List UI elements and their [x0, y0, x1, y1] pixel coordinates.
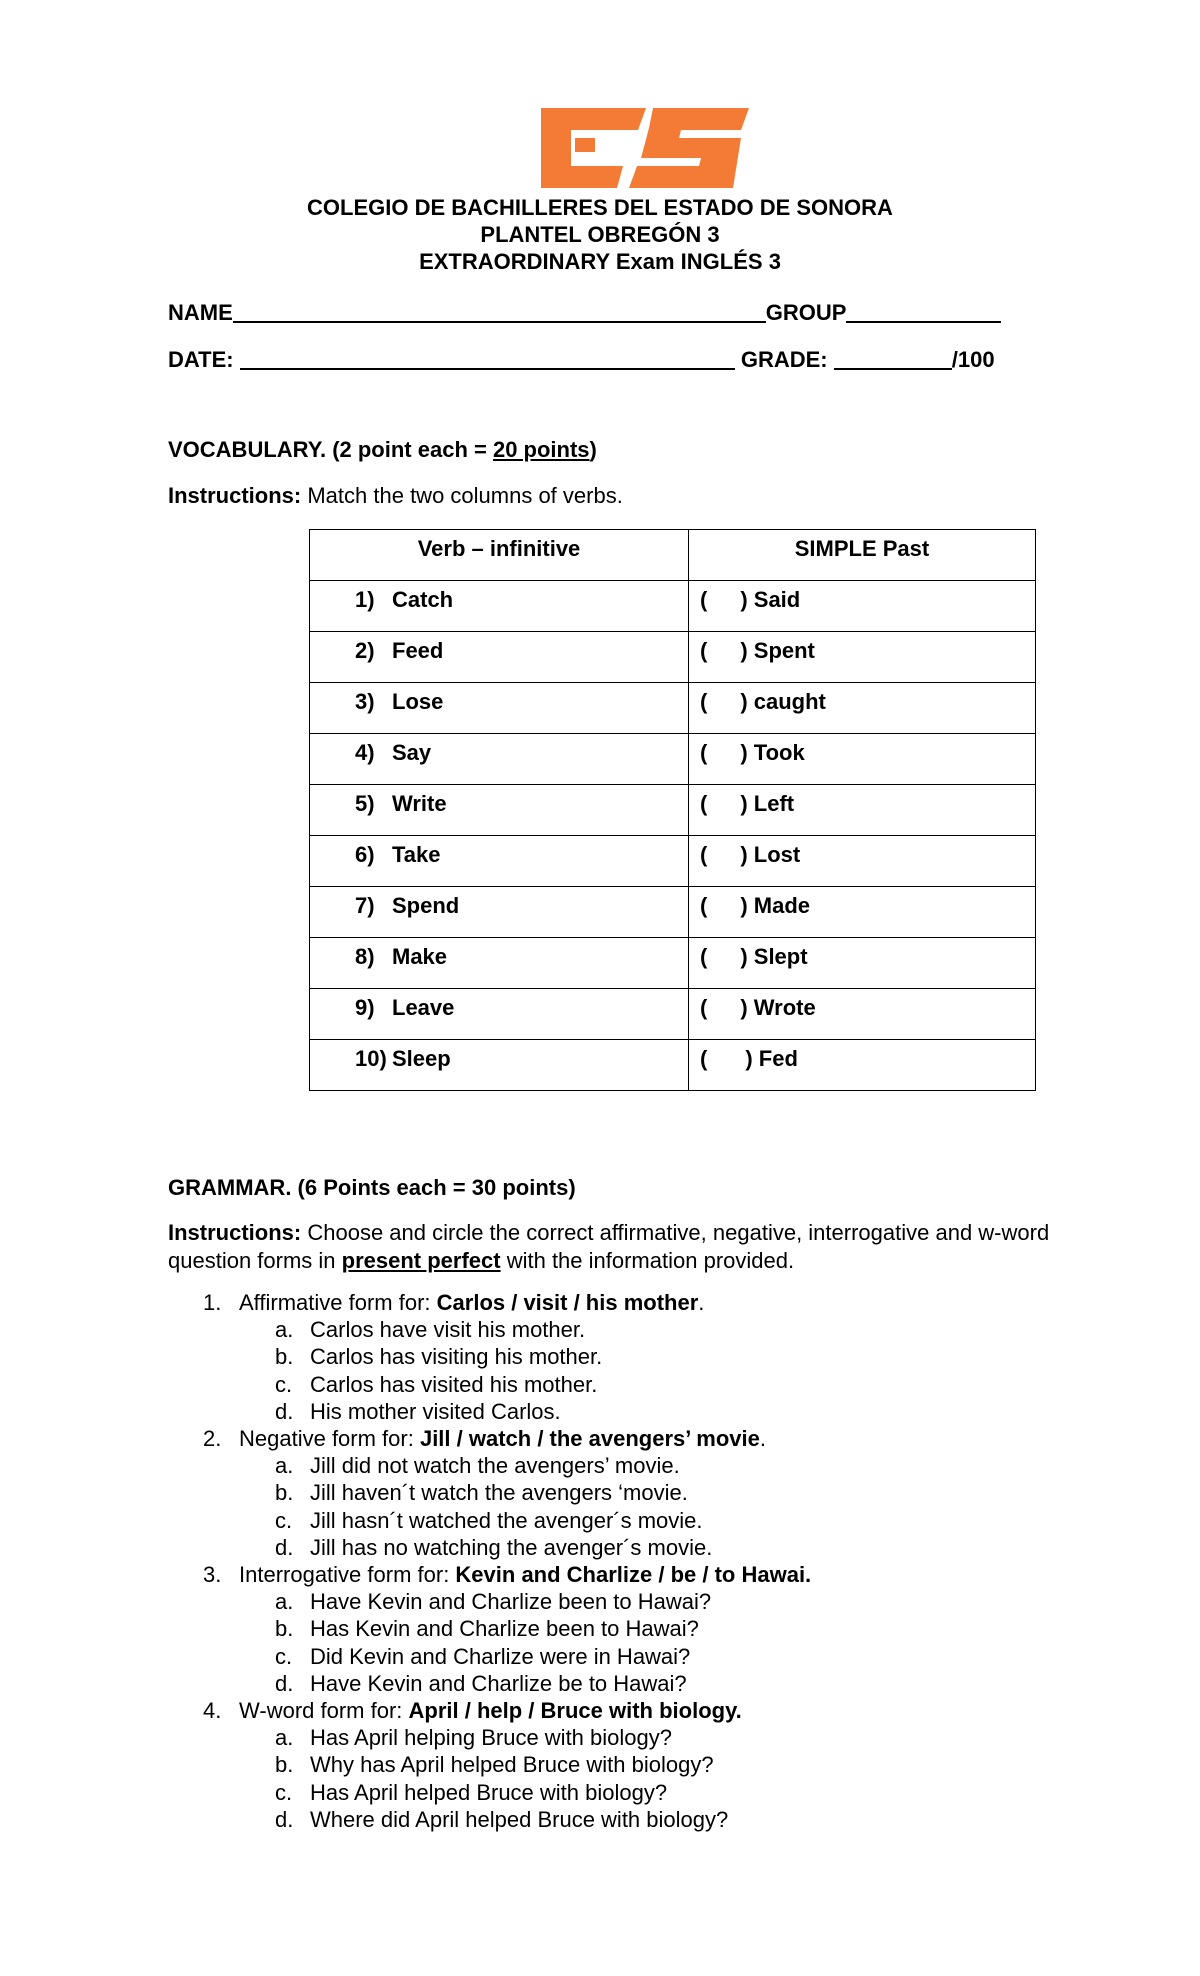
col-simple-past-header	[689, 530, 1036, 581]
verb-text: Feed	[392, 638, 444, 663]
table-row	[310, 785, 1036, 836]
col1-header-text: Verb – infinitive	[417, 536, 581, 561]
answer-option[interactable]	[275, 1615, 811, 1642]
answer-option[interactable]	[275, 1398, 811, 1425]
logo-inner-bar	[575, 138, 595, 152]
answer-option[interactable]	[275, 1479, 811, 1506]
prompt-end: .	[698, 1290, 705, 1315]
option-letter: a.	[275, 1453, 294, 1479]
vocabulary-title-suffix: )	[589, 437, 597, 462]
option-letter: d.	[275, 1398, 294, 1424]
verb-text: Take	[392, 842, 441, 867]
verb-cell	[310, 785, 689, 836]
option-text: Jill has no watching the avenger´s movie.	[310, 1534, 713, 1560]
grammar-instructions-text: Choose and circle the correct affirmative, negative, interrogative and w-word question forms in	[168, 1220, 1050, 1273]
vocabulary-instructions-label: Instructions:	[168, 483, 302, 508]
past-cell[interactable]	[689, 1040, 1036, 1091]
answer-option[interactable]	[275, 1507, 811, 1534]
option-text: Jill hasn´t watched the avenger´s movie.	[310, 1507, 703, 1533]
answer-open-paren: (	[700, 587, 708, 612]
answer-option[interactable]	[275, 1643, 811, 1670]
table-row	[310, 1040, 1036, 1091]
table-row	[310, 632, 1036, 683]
verb-number: 4)	[355, 740, 375, 765]
verb-cell	[310, 734, 689, 785]
option-text: Did Kevin and Charlize were in Hawai?	[310, 1643, 691, 1669]
past-cell[interactable]	[689, 989, 1036, 1040]
answer-open-paren: (	[700, 944, 708, 969]
option-text: Jill haven´t watch the avengers ‘movie.	[310, 1480, 688, 1506]
past-cell[interactable]	[689, 836, 1036, 887]
verb-number: 1)	[355, 587, 375, 612]
answer-option[interactable]	[275, 1452, 811, 1479]
verb-text: Spend	[392, 893, 460, 918]
option-text: Have Kevin and Charlize been to Hawai?	[310, 1589, 712, 1615]
answer-open-paren: (	[700, 842, 708, 867]
verb-cell	[310, 989, 689, 1040]
answer-open-paren: (	[700, 740, 708, 765]
vocabulary-title-points: 20 points	[492, 437, 590, 462]
option-text: Has April helped Bruce with biology?	[310, 1779, 668, 1805]
option-letter: a.	[275, 1589, 294, 1615]
option-letter: c.	[275, 1507, 293, 1533]
vocabulary-title	[168, 437, 597, 463]
prompt-bold: Jill / watch / the avengers’ movie	[419, 1426, 760, 1452]
past-text: ) Lost	[740, 842, 801, 867]
option-letter: b.	[275, 1752, 294, 1778]
prompt-bold: Kevin and Charlize / be / to Hawai.	[455, 1562, 812, 1588]
col-verb-infinitive-header	[310, 530, 689, 581]
past-cell[interactable]	[689, 734, 1036, 785]
option-letter: d.	[275, 1806, 294, 1832]
grammar-instructions-text-end: with the information provided.	[500, 1248, 795, 1273]
past-text: ) Spent	[740, 638, 815, 663]
option-letter: a.	[275, 1317, 294, 1343]
option-text: Carlos has visiting his mother.	[310, 1344, 603, 1370]
answer-open-paren: (	[700, 689, 708, 714]
table-row	[310, 836, 1036, 887]
grade-blank[interactable]	[834, 346, 952, 370]
verb-text: Sleep	[392, 1046, 451, 1071]
option-letter: b.	[275, 1616, 294, 1642]
grammar-title: GRAMMAR. (6 Points each = 30 points)	[168, 1175, 576, 1200]
option-text: His mother visited Carlos.	[310, 1398, 561, 1424]
question-item	[203, 1697, 811, 1724]
option-text: Where did April helped Bruce with biology?	[310, 1806, 729, 1832]
verb-text: Say	[392, 740, 432, 765]
vocabulary-instructions-text: Match the two columns of verbs.	[301, 483, 623, 508]
answer-option[interactable]	[275, 1316, 811, 1343]
exam-title: EXTRAORDINARY Exam INGLÉS 3	[419, 249, 781, 274]
answer-open-paren: (	[700, 638, 708, 663]
option-letter: d.	[275, 1534, 294, 1560]
verb-cell	[310, 887, 689, 938]
school-name: COLEGIO DE BACHILLERES DEL ESTADO DE SONORA	[307, 195, 893, 220]
verb-number: 8)	[355, 944, 375, 969]
answer-open-paren: (	[700, 893, 708, 918]
option-letter: c.	[275, 1779, 293, 1805]
past-text: ) Wrote	[740, 995, 816, 1020]
answer-option[interactable]	[275, 1534, 811, 1561]
table-row	[310, 989, 1036, 1040]
grade-label: GRADE:	[740, 347, 828, 372]
past-text: ) Made	[740, 893, 811, 918]
name-blank[interactable]	[233, 299, 766, 323]
past-text: ) Slept	[740, 944, 808, 969]
prompt-text: Affirmative form for:	[239, 1290, 437, 1315]
prompt-text: Negative form for:	[239, 1426, 420, 1452]
verb-cell	[310, 581, 689, 632]
campus-name: PLANTEL OBREGÓN 3	[480, 222, 720, 247]
answer-open-paren: (	[700, 791, 708, 816]
verb-number: 7)	[355, 893, 375, 918]
verb-match-table	[309, 529, 1036, 1091]
verb-cell	[310, 1040, 689, 1091]
prompt-end: .	[759, 1426, 766, 1452]
prompt-text: W-word form for:	[239, 1698, 409, 1724]
option-text: Has Kevin and Charlize been to Hawai?	[310, 1616, 699, 1642]
question-prompt	[239, 1425, 811, 1452]
option-letter: a.	[275, 1725, 294, 1751]
past-cell[interactable]	[689, 887, 1036, 938]
option-text: Carlos has visited his mother.	[310, 1371, 598, 1397]
past-cell[interactable]	[689, 938, 1036, 989]
verb-text: Write	[392, 791, 447, 816]
answer-option[interactable]	[275, 1779, 811, 1806]
option-letter: c.	[275, 1371, 293, 1397]
grammar-instructions-emphasis: present perfect	[341, 1248, 501, 1273]
group-blank[interactable]	[846, 299, 1001, 323]
option-text: Why has April helped Bruce with biology?	[310, 1752, 714, 1778]
question-prompt	[239, 1561, 811, 1588]
question-item	[203, 1289, 811, 1316]
grade-suffix: /100	[951, 347, 995, 372]
grammar-instructions	[168, 1219, 1068, 1275]
prompt-text: Interrogative form for:	[239, 1562, 456, 1588]
verb-number: 6)	[355, 842, 375, 867]
question-number: 3.	[203, 1562, 222, 1588]
verb-number: 10)	[355, 1046, 387, 1071]
name-label: NAME	[168, 300, 233, 325]
verb-number: 2)	[355, 638, 375, 663]
answer-open-paren: (	[700, 995, 708, 1020]
verb-text: Make	[392, 944, 448, 969]
verb-number: 9)	[355, 995, 375, 1020]
answer-option[interactable]	[275, 1724, 811, 1751]
verb-text: Leave	[392, 995, 455, 1020]
question-number: 4.	[203, 1698, 222, 1724]
verb-number: 3)	[355, 689, 375, 714]
vocabulary-title-prefix: VOCABULARY. (2 point each =	[168, 437, 493, 462]
option-letter: b.	[275, 1344, 294, 1370]
table-row	[310, 734, 1036, 785]
past-text: ) Fed	[745, 1046, 798, 1071]
prompt-bold: Carlos / visit / his mother	[436, 1290, 699, 1315]
past-cell[interactable]	[689, 683, 1036, 734]
col2-header-text: SIMPLE Past	[794, 536, 930, 561]
verb-cell	[310, 683, 689, 734]
answer-option[interactable]	[275, 1751, 811, 1778]
verb-text: Catch	[392, 587, 454, 612]
past-text: ) caught	[740, 689, 826, 714]
past-text: ) Said	[740, 587, 801, 612]
grammar-instructions-label: Instructions:	[168, 1220, 302, 1245]
logo-s-shape	[629, 108, 749, 188]
past-cell[interactable]	[689, 785, 1036, 836]
option-letter: d.	[275, 1670, 294, 1696]
verb-number: 5)	[355, 791, 375, 816]
verb-cell	[310, 632, 689, 683]
past-cell[interactable]	[689, 581, 1036, 632]
date-label: DATE:	[168, 347, 234, 372]
option-text: Carlos have visit his mother.	[310, 1317, 586, 1343]
option-text: Have Kevin and Charlize be to Hawai?	[310, 1670, 687, 1696]
question-item	[203, 1425, 811, 1452]
question-prompt	[239, 1289, 811, 1316]
past-text: ) Left	[740, 791, 795, 816]
past-text: ) Took	[740, 740, 805, 765]
table-row	[310, 581, 1036, 632]
option-letter: c.	[275, 1643, 293, 1669]
answer-open-paren: (	[700, 1046, 708, 1071]
question-number: 2.	[203, 1426, 222, 1452]
name-group-line	[168, 296, 1001, 326]
verb-cell	[310, 938, 689, 989]
date-blank[interactable]	[240, 346, 735, 370]
document-header	[0, 194, 1200, 275]
school-logo	[541, 108, 749, 190]
table-header-row	[310, 530, 1036, 581]
verb-text: Lose	[392, 689, 444, 714]
answer-option[interactable]	[275, 1588, 811, 1615]
option-text: Has April helping Bruce with biology?	[310, 1725, 672, 1751]
prompt-bold: April / help / Bruce with biology.	[408, 1698, 742, 1724]
grammar-questions	[203, 1289, 811, 1833]
option-text: Jill did not watch the avengers’ movie.	[310, 1453, 680, 1479]
answer-option[interactable]	[275, 1670, 811, 1697]
answer-option[interactable]	[275, 1806, 811, 1833]
past-cell[interactable]	[689, 632, 1036, 683]
answer-option[interactable]	[275, 1371, 811, 1398]
verb-cell	[310, 836, 689, 887]
table-row	[310, 887, 1036, 938]
table-row	[310, 938, 1036, 989]
option-letter: b.	[275, 1480, 294, 1506]
question-number: 1.	[203, 1290, 222, 1315]
vocabulary-instructions	[168, 482, 1068, 510]
date-grade-line	[168, 343, 995, 373]
group-label: GROUP	[765, 300, 847, 325]
question-prompt	[239, 1697, 811, 1724]
question-item	[203, 1561, 811, 1588]
answer-option[interactable]	[275, 1343, 811, 1370]
table-row	[310, 683, 1036, 734]
